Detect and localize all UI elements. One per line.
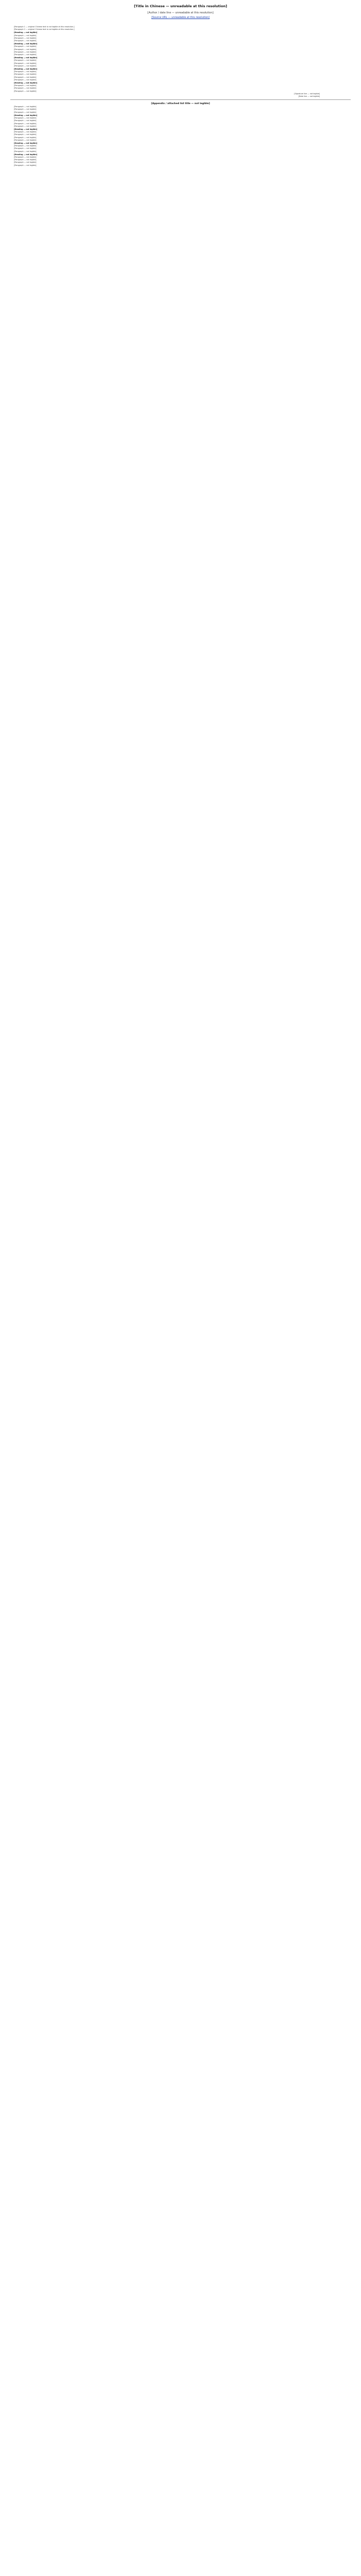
paragraph: [Paragraph — not legible] bbox=[14, 48, 37, 50]
paragraph: [Paragraph — not legible] bbox=[14, 156, 37, 158]
paragraph: [Paragraph — not legible] bbox=[14, 40, 37, 42]
paragraph: [Paragraph — not legible] bbox=[14, 120, 37, 122]
paragraph: [Paragraph — not legible] bbox=[14, 84, 37, 87]
paragraph: [Paragraph — not legible] bbox=[14, 73, 37, 76]
paragraph: [Paragraph — not legible] bbox=[14, 159, 37, 161]
paragraph: [Paragraph — not legible] bbox=[14, 90, 37, 92]
paragraph: [Paragraph — not legible] bbox=[14, 136, 37, 139]
source-link[interactable]: [Source URL — unreadable at this resolution] bbox=[151, 16, 210, 19]
paragraph: [Paragraph — not legible] bbox=[14, 87, 37, 90]
document-header bbox=[0, 0, 361, 24]
paragraph: [Paragraph — not legible] bbox=[14, 62, 37, 64]
paragraph: [Paragraph 2 — original Chinese text is not legible at this resolution.] bbox=[14, 28, 75, 31]
paragraph: [Paragraph — not legible] bbox=[14, 139, 37, 141]
paragraph: [Paragraph — not legible] bbox=[14, 131, 37, 133]
paragraph: [Paragraph 1 — original Chinese text is not legible at this resolution.] bbox=[14, 26, 75, 28]
signoff-line: [Date line — not legible] bbox=[298, 95, 320, 98]
paragraph: [Paragraph — not legible] bbox=[14, 150, 37, 152]
section-heading: [Heading — not legible] bbox=[14, 142, 38, 144]
section-heading: [Heading — not legible] bbox=[14, 43, 38, 45]
paragraph: [Paragraph — not legible] bbox=[14, 164, 37, 166]
signoff-line: [Signature line — not legible] bbox=[294, 92, 320, 95]
paragraph: [Paragraph — not legible] bbox=[14, 108, 37, 111]
paragraph: [Paragraph — not legible] bbox=[14, 147, 37, 150]
section-heading: [Heading — not legible] bbox=[14, 68, 38, 71]
paragraph: [Paragraph — not legible] bbox=[14, 45, 37, 48]
paragraph: [Paragraph — not legible] bbox=[14, 125, 37, 127]
paragraph: [Paragraph — not legible] bbox=[14, 76, 37, 78]
paragraph: [Paragraph — not legible] bbox=[14, 59, 37, 62]
paragraph: [Paragraph — not legible] bbox=[14, 64, 37, 67]
paragraph: [Paragraph — not legible] bbox=[14, 37, 37, 39]
paragraph: [Paragraph — not legible] bbox=[14, 54, 37, 56]
paragraph: [Paragraph — not legible] bbox=[14, 34, 37, 37]
paragraph: [Paragraph — not legible] bbox=[14, 71, 37, 73]
section-heading: [Heading — not legible] bbox=[14, 82, 38, 84]
paragraph: [Paragraph — not legible] bbox=[14, 50, 37, 53]
paragraph: [Paragraph — not legible] bbox=[14, 145, 37, 147]
paragraph: [Paragraph — not legible] bbox=[14, 78, 37, 81]
paragraph: [Paragraph — not legible] bbox=[14, 111, 37, 113]
section-heading: [Heading — not legible] bbox=[14, 114, 38, 116]
section-heading: [Heading — not legible] bbox=[14, 153, 38, 156]
document-title: [Title in Chinese — unreadable at this resolution] bbox=[134, 4, 227, 8]
section-heading: [Heading — not legible] bbox=[14, 31, 38, 34]
section-divider bbox=[10, 99, 351, 100]
document-meta: [Author / date line — unreadable at this resolution] bbox=[147, 11, 214, 14]
paragraph: [Paragraph — not legible] bbox=[14, 117, 37, 120]
document-body bbox=[10, 26, 351, 2576]
paragraph: [Paragraph — not legible] bbox=[14, 161, 37, 164]
section-heading: [Heading — not legible] bbox=[14, 128, 38, 130]
paragraph: [Paragraph — not legible] bbox=[14, 122, 37, 125]
appendix-title: [Appendix / attached list title — not legible] bbox=[151, 103, 210, 106]
section-heading: [Heading — not legible] bbox=[14, 57, 38, 59]
paragraph: [Paragraph — not legible] bbox=[14, 106, 37, 108]
paragraph: [Paragraph — not legible] bbox=[14, 133, 37, 136]
